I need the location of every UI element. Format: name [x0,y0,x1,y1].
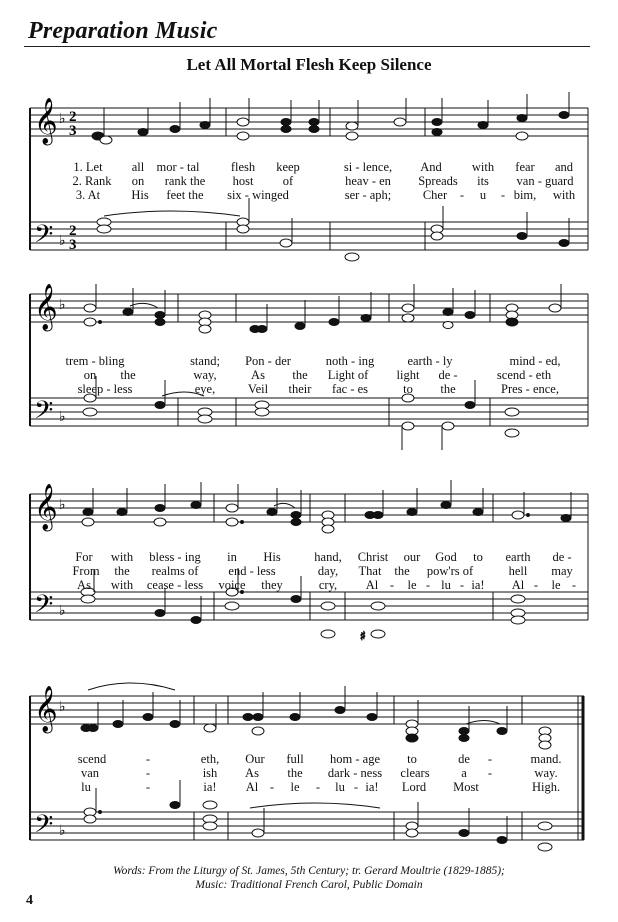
lyric-syllable: ser - aph; [344,188,392,202]
lyric-syllable: way. [534,766,558,780]
svg-text:♭: ♭ [59,297,66,313]
svg-text:♭: ♭ [59,409,66,425]
lyric-syllable: lu [441,578,451,592]
lyric-syllable: its [477,174,489,188]
lyric-syllable: From [72,564,100,578]
svg-text:2: 2 [69,109,77,125]
lyric-syllable: with [552,188,576,202]
words-credit: Words: From the Liturgy of St. James, 5th Century; tr. Gerard Moultrie (1829-1885); [113,865,505,877]
lyric-syllable: - [425,578,431,592]
page-number: 4 [26,893,33,908]
lyric-syllable: day, [317,564,339,578]
lyric-syllable: to [403,382,413,396]
lyric-syllable: - [145,766,151,780]
music-system-2 [0,280,618,465]
verse-1-lyrics [0,354,618,368]
verse-3-lyrics [0,780,618,794]
lyric-syllable: lu [81,780,91,794]
lyric-syllable: way, [193,368,217,382]
lyric-syllable: God [435,550,457,564]
lyric-syllable: pow'rs of [426,564,474,578]
lyric-syllable: of [282,174,294,188]
lyric-syllable: High. [531,780,561,794]
svg-text:♯: ♯ [360,629,366,643]
music-credit: Music: Traditional French Carol, Public Domain [195,879,423,891]
svg-text:2: 2 [69,223,77,239]
lyric-syllable: ia! [365,780,379,794]
lyric-syllable: Al [511,578,525,592]
lyric-syllable: si - lence, [343,160,393,174]
lyric-syllable: cease - less [146,578,204,592]
lyric-syllable: with [471,160,495,174]
lyric-syllable: cry, [318,578,338,592]
lyric-syllable: the [394,564,410,578]
lyric-syllable: the [292,368,308,382]
verse-2-lyrics [0,766,618,780]
lyric-syllable: hom - age [330,752,380,766]
lyric-syllable: - [487,766,493,780]
verse-1-lyrics [0,160,618,174]
lyric-syllable: As [77,578,91,592]
lyric-syllable: Al [245,780,259,794]
bass-clef-icon: 𝄢 [34,396,54,431]
lyric-syllable: voice [218,578,246,592]
lyric-syllable: 2. Rank [72,174,112,188]
svg-text:3: 3 [69,237,77,253]
title-rule [24,46,590,47]
lyric-syllable: - [533,578,539,592]
treble-clef-icon: 𝄞 [34,484,58,530]
lyric-syllable: - [269,780,275,794]
lyric-syllable: light [396,368,420,382]
lyric-syllable: eye, [194,382,216,396]
lyric-syllable: hand, [314,550,342,564]
verse-3-lyrics [0,188,618,202]
lyric-syllable: As [245,766,259,780]
lyric-syllable: Pres - ence, [501,382,559,396]
lyric-syllable: - [571,578,577,592]
verse-2-lyrics [0,368,618,382]
bass-clef-icon: 𝄢 [34,590,54,625]
lyric-syllable: the [440,382,456,396]
lyric-syllable: ia! [203,780,217,794]
verse-1-lyrics [0,752,618,766]
lyric-syllable: - [145,752,151,766]
lyric-syllable: full [286,752,304,766]
lyric-syllable: with [110,550,134,564]
lyric-syllable: earth [505,550,531,564]
lyric-syllable: their [288,382,312,396]
credits [0,864,618,892]
lyric-syllable: le [551,578,561,592]
bass-clef-icon: 𝄢 [34,220,54,255]
lyric-syllable: le [407,578,417,592]
lyric-syllable: end - less [228,564,276,578]
lyric-syllable: - [389,578,395,592]
music-system-1 [0,90,618,270]
lyric-syllable: - [145,780,151,794]
lyric-syllable: le [290,780,300,794]
lyric-syllable: our [403,550,421,564]
lyric-syllable: mor - tal [156,160,200,174]
lyric-syllable: on [83,368,97,382]
lyric-syllable: That [358,564,382,578]
svg-text:♭: ♭ [59,497,66,513]
lyric-syllable: in [227,550,237,564]
lyric-syllable: rank the [164,174,206,188]
lyric-syllable: may [551,564,573,578]
lyric-syllable: mind - ed, [509,354,561,368]
lyric-syllable: and [554,160,574,174]
lyric-syllable: 3. At [75,188,101,202]
lyric-syllable: to [473,550,483,564]
svg-text:♭: ♭ [59,111,66,127]
lyric-syllable: the [287,766,303,780]
lyric-syllable: realms of [151,564,199,578]
lyric-syllable: mand. [530,752,562,766]
lyric-syllable: van [80,766,100,780]
lyric-syllable: And [420,160,442,174]
lyric-syllable: - [500,188,506,202]
verse-1-lyrics [0,550,618,564]
lyric-syllable: host [232,174,254,188]
music-system-4 [0,672,618,857]
lyric-syllable: Most [453,780,479,794]
lyric-syllable: a [461,766,467,780]
music-system-3 [0,480,618,655]
lyric-syllable: ia! [471,578,485,592]
lyric-syllable: fear [515,160,535,174]
lyric-syllable: Spreads [418,174,458,188]
treble-clef-icon: 𝄞 [34,98,58,144]
hymn-title: Let All Mortal Flesh Keep Silence [186,55,432,74]
lyric-syllable: 1. Let [73,160,103,174]
lyric-syllable: sleep - less [77,382,133,396]
lyric-syllable: lu [335,780,345,794]
lyric-syllable: His [263,550,281,564]
lyric-syllable: Our [245,752,265,766]
lyric-syllable: keep [276,160,300,174]
lyric-syllable: Cher [422,188,448,202]
lyric-syllable: on [131,174,145,188]
lyric-syllable: heav - en [345,174,391,188]
lyric-syllable: they [261,578,283,592]
verse-3-lyrics [0,382,618,396]
lyric-syllable: eth, [200,752,220,766]
lyric-syllable: earth - ly [407,354,453,368]
lyric-syllable: noth - ing [325,354,375,368]
verse-2-lyrics [0,174,618,188]
lyric-syllable: His [131,188,149,202]
lyric-syllable: all [131,160,145,174]
lyric-syllable: - [487,752,493,766]
lyric-syllable: stand; [190,354,220,368]
verse-2-lyrics [0,564,618,578]
lyric-syllable: bim, [513,188,537,202]
section-title: Preparation Music [28,18,218,44]
svg-text:♭: ♭ [59,603,66,619]
lyric-syllable: de - [552,550,572,564]
lyric-syllable: van - guard [516,174,574,188]
lyric-syllable: the [114,564,130,578]
lyric-syllable: the [120,368,136,382]
lyric-syllable: feet the [166,188,204,202]
lyric-syllable: scend [77,752,107,766]
svg-text:3: 3 [69,123,77,139]
lyric-syllable: scend - eth [496,368,552,382]
lyric-syllable: - [459,578,465,592]
lyric-syllable: - [459,188,465,202]
lyric-syllable: ish [202,766,218,780]
lyric-syllable: Lord [401,780,427,794]
lyric-syllable: flesh [230,160,256,174]
lyric-syllable: with [110,578,134,592]
lyric-syllable: de [458,752,470,766]
treble-clef-icon: 𝄞 [34,284,58,330]
lyric-syllable: trem - bling [65,354,125,368]
treble-clef-icon: 𝄞 [34,686,58,732]
bass-clef-icon: 𝄢 [34,810,54,845]
svg-text:♭: ♭ [59,699,66,715]
svg-text:♭: ♭ [59,233,66,249]
lyric-syllable: - [353,780,359,794]
lyric-syllable: Christ [357,550,389,564]
verse-3-lyrics [0,578,618,592]
lyric-syllable: As [251,368,265,382]
lyric-syllable: six - winged [227,188,289,202]
lyric-syllable: Pon - der [245,354,291,368]
lyric-syllable: u [479,188,487,202]
svg-text:♭: ♭ [59,823,66,839]
lyric-syllable: bless - ing [149,550,201,564]
lyric-syllable: to [407,752,417,766]
lyric-syllable: fac - es [331,382,369,396]
lyric-syllable: clears [400,766,430,780]
lyric-syllable: For [75,550,93,564]
lyric-syllable: dark - ness [327,766,383,780]
lyric-syllable: Light of [327,368,369,382]
lyric-syllable: - [315,780,321,794]
lyric-syllable: Al [365,578,379,592]
lyric-syllable: de - [438,368,458,382]
lyric-syllable: hell [508,564,528,578]
lyric-syllable: Veil [247,382,269,396]
